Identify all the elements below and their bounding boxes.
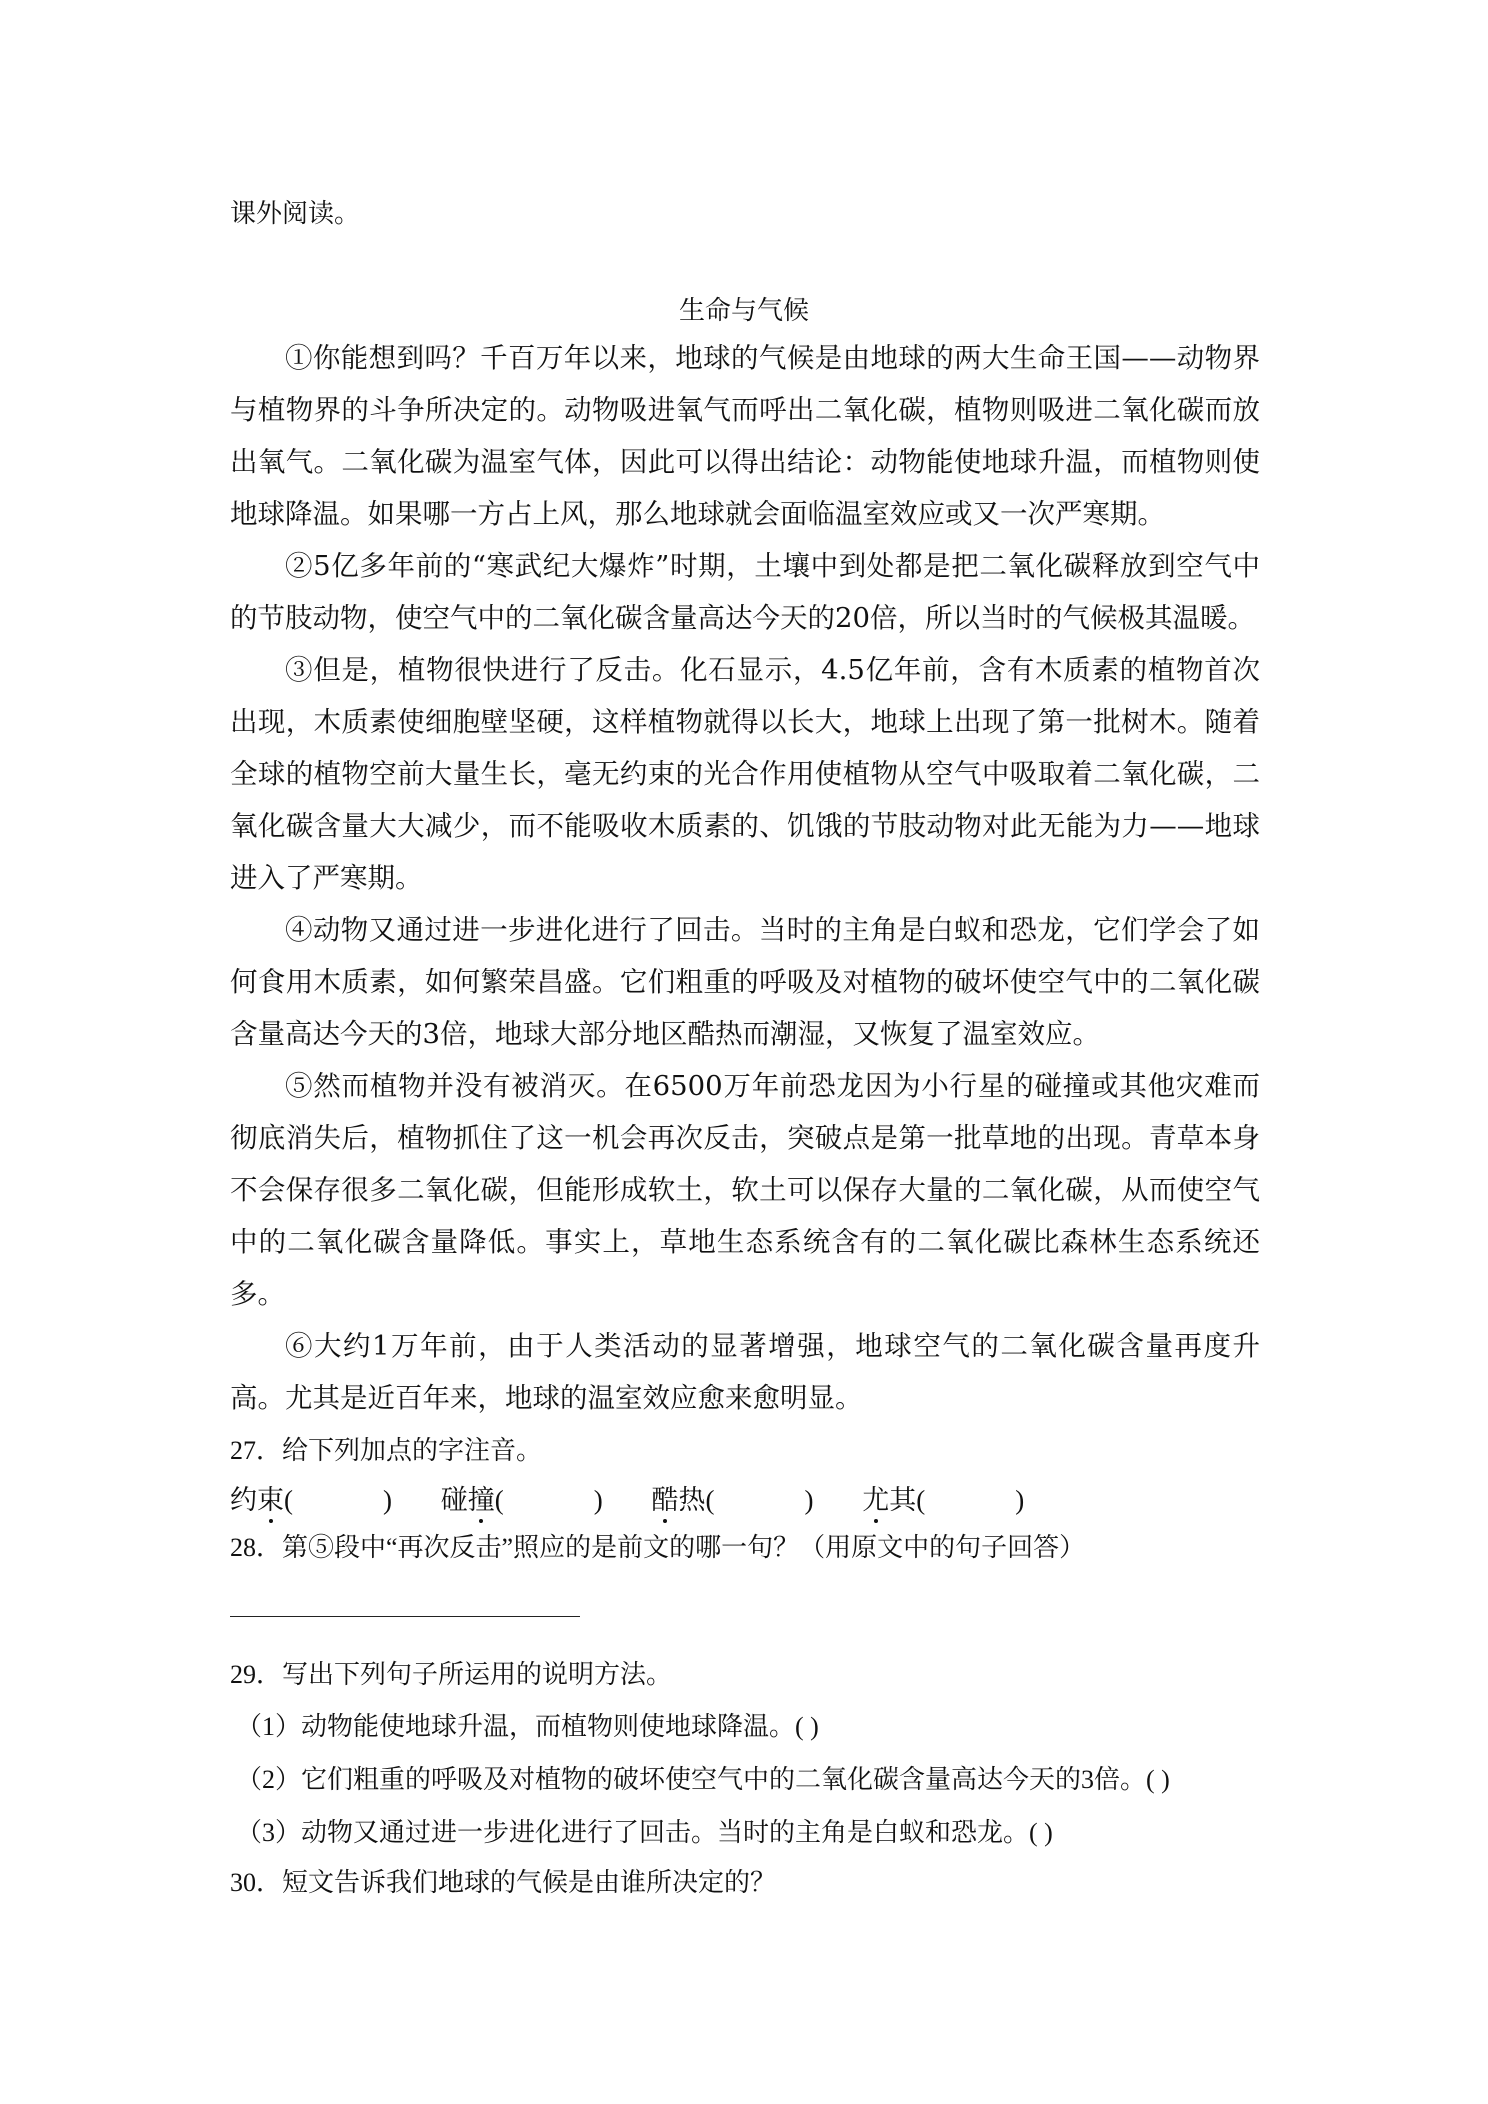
question-29-item-3: （3）动物又通过进一步进化进行了回击。当时的主角是白蚁和恐龙。( ) bbox=[236, 1818, 1053, 1847]
paren-open: ( bbox=[494, 1485, 504, 1515]
word-char: 碰 bbox=[440, 1485, 468, 1515]
pinyin-items bbox=[230, 1478, 1066, 1517]
dotted-char: 酷 bbox=[652, 1478, 679, 1517]
paren-close: ) bbox=[593, 1485, 603, 1515]
word-char: 其 bbox=[889, 1485, 917, 1515]
pinyin-item-4 bbox=[862, 1478, 1024, 1517]
question-27: 27．给下列加点的字注音。 bbox=[230, 1436, 543, 1465]
question-29-item-2: （2）它们粗重的呼吸及对植物的破坏使空气中的二氧化碳含量高达今天的3倍。( ) bbox=[236, 1765, 1170, 1794]
paren-close: ) bbox=[383, 1485, 392, 1515]
paren-open: ( bbox=[284, 1485, 293, 1515]
paragraph-3: ③但是，植物很快进行了反击。化石显示，4.5亿年前，含有木质素的植物首次出现，木质素使细胞壁坚硬，这样植物就得以长大，地球上出现了第一批树木。随着全球的植物空前大量生长，毫无约束的光合作用使植物从空气中吸取着二氧化碳，二氧化碳含量大大减少，而不能吸收木质素的、饥饿的节肢动物对此无能为力——地球进入了严寒期。 bbox=[230, 654, 1260, 894]
paragraph-4: ④动物又通过进一步进化进行了回击。当时的主角是白蚁和恐龙，它们学会了如何食用木质素，如何繁荣昌盛。它们粗重的呼吸及对植物的破坏使空气中的二氧化碳含量高达今天的3倍，地球大部分地区酷热而潮湿，又恢复了温室效应。 bbox=[230, 914, 1260, 1050]
paren-close: ) bbox=[804, 1485, 814, 1515]
paren-open: ( bbox=[705, 1485, 715, 1515]
dotted-char: 撞 bbox=[468, 1478, 495, 1517]
dotted-char: 尤 bbox=[862, 1478, 889, 1517]
paragraph-2: ②5亿多年前的“寒武纪大爆炸”时期，土壤中到处都是把二氧化碳释放到空气中的节肢动物，使空气中的二氧化碳含量高达今天的20倍，所以当时的气候极其温暖。 bbox=[230, 550, 1260, 634]
question-28: 28．第⑤段中“再次反击”照应的是前文的哪一句？（用原文中的句子回答） bbox=[230, 1533, 1086, 1562]
word-char: 约 bbox=[230, 1485, 257, 1515]
pinyin-item-3 bbox=[652, 1478, 814, 1517]
question-30: 30．短文告诉我们地球的气候是由谁所决定的？ bbox=[230, 1868, 777, 1897]
question-29: 29．写出下列句子所运用的说明方法。 bbox=[230, 1660, 673, 1689]
paragraph-6: ⑥大约1万年前，由于人类活动的显著增强，地球空气的二氧化碳含量再度升高。尤其是近百年来，地球的温室效应愈来愈明显。 bbox=[230, 1330, 1260, 1414]
word-char: 热 bbox=[678, 1485, 706, 1515]
paragraph-1: ①你能想到吗？千百万年以来，地球的气候是由地球的两大生命王国——动物界与植物界的斗争所决定的。动物吸进氧气而呼出二氧化碳，植物则吸进二氧化碳而放出氧气。二氧化碳为温室气体，因此可以得出结论：动物能使地球升温，而植物则使地球降温。如果哪一方占上风，那么地球就会面临温室效应或又一次严寒期。 bbox=[230, 342, 1260, 530]
paren-open: ( bbox=[916, 1485, 926, 1515]
passage bbox=[230, 332, 1260, 1424]
passage-title: 生命与气候 bbox=[678, 296, 809, 326]
paren-close: ) bbox=[1015, 1485, 1025, 1515]
pinyin-item-1 bbox=[230, 1478, 392, 1517]
question-29-item-1: （1）动物能使地球升温，而植物则使地球降温。( ) bbox=[236, 1712, 819, 1741]
dotted-char: 束 bbox=[257, 1478, 284, 1517]
answer-line[interactable] bbox=[230, 1616, 580, 1617]
section-heading: 课外阅读。 bbox=[230, 199, 361, 228]
paragraph-5: ⑤然而植物并没有被消灭。在6500万年前恐龙因为小行星的碰撞或其他灾难而彻底消失后，植物抓住了这一机会再次反击，突破点是第一批草地的出现。青草本身不会保存很多二氧化碳，但能形成软土，软土可以保存大量的二氧化碳，从而使空气中的二氧化碳含量降低。事实上，草地生态系统含有的二氧化碳比森林生态系统还多。 bbox=[230, 1070, 1260, 1310]
pinyin-item-2 bbox=[441, 1478, 603, 1517]
